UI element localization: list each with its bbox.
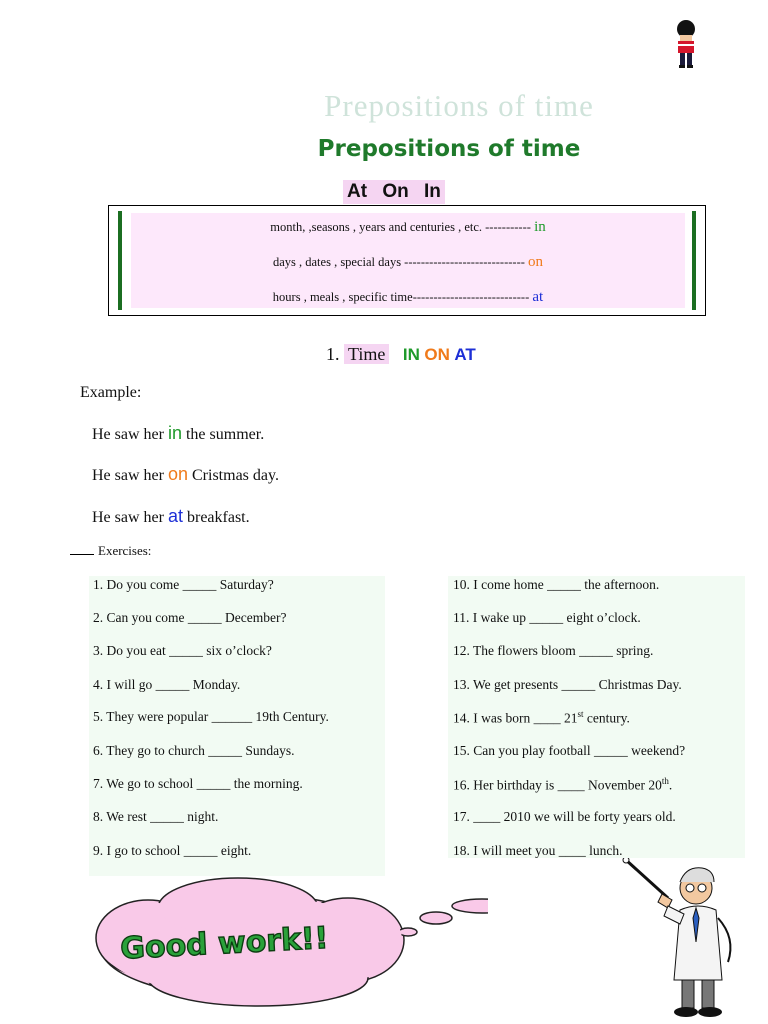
exercise-item: 18. I will meet you ____ lunch. bbox=[453, 843, 623, 858]
royal-guard-icon bbox=[670, 20, 702, 68]
example-keyword: at bbox=[167, 506, 183, 526]
example-post: breakfast. bbox=[186, 509, 250, 526]
example-post: the summer. bbox=[185, 426, 265, 443]
good-work-banner: Good work!! bbox=[119, 920, 330, 967]
rule-keyword-in: in bbox=[534, 219, 546, 235]
exercise-item: 14. I was born ____ 21st century. bbox=[453, 709, 630, 726]
rule-text: days , dates , special days ----------------------------- bbox=[272, 255, 525, 269]
exercise-item: 4. I will go _____ Monday. bbox=[93, 677, 241, 692]
ghost-title: Prepositions of time bbox=[324, 88, 594, 123]
exercise-item: 2. Can you come _____ December? bbox=[93, 610, 287, 625]
example-sentence bbox=[92, 464, 279, 485]
example-pre: He saw her bbox=[92, 467, 164, 484]
teacher-doctor-pointer-icon bbox=[618, 858, 748, 1018]
exercise-item: 17. ____ 2010 we will be forty years old. bbox=[453, 809, 676, 824]
exercise-item: 15. Can you play football _____ weekend? bbox=[453, 743, 686, 758]
section-label: Time bbox=[344, 344, 389, 364]
exercise-item: 12. The flowers bloom _____ spring. bbox=[453, 643, 654, 658]
rule-in bbox=[131, 219, 685, 236]
rule-keyword-at: at bbox=[532, 289, 544, 305]
section-on: ON bbox=[424, 345, 450, 364]
section-at: AT bbox=[454, 345, 476, 364]
example-keyword: in bbox=[167, 423, 182, 443]
rule-on bbox=[131, 254, 685, 271]
exercise-item: 11. I wake up _____ eight o’clock. bbox=[453, 610, 641, 625]
exercise-item: 7. We go to school _____ the morning. bbox=[93, 776, 303, 791]
rule-text: month, ,seasons , years and centuries , etc. ----------- bbox=[270, 220, 531, 234]
example-sentence bbox=[92, 506, 250, 527]
exercise-item: 16. Her birthday is ____ November 20th. bbox=[453, 776, 673, 793]
exercise-item: 9. I go to school _____ eight. bbox=[93, 843, 252, 858]
exercise-item: 10. I come home _____ the afternoon. bbox=[453, 577, 660, 592]
exercise-item: 1. Do you come _____ Saturday? bbox=[93, 577, 274, 592]
rule-keyword-on: on bbox=[528, 254, 544, 270]
page-title: Prepositions of time bbox=[317, 136, 581, 162]
thought-cloud-icon bbox=[88, 868, 488, 1008]
example-pre: He saw her bbox=[92, 509, 164, 526]
section-heading bbox=[326, 344, 476, 365]
at-on-in-heading: At On In bbox=[343, 180, 445, 204]
exercise-item: 13. We get presents _____ Christmas Day. bbox=[453, 677, 682, 692]
section-in: IN bbox=[402, 345, 420, 364]
example-keyword: on bbox=[167, 464, 188, 484]
exercise-item: 3. Do you eat _____ six o’clock? bbox=[93, 643, 272, 658]
exercise-item: 5. They were popular ______ 19th Century. bbox=[93, 709, 329, 724]
rule-text: hours , meals , specific time---------------------------- bbox=[272, 290, 530, 304]
example-post: Cristmas day. bbox=[192, 467, 279, 484]
example-sentence bbox=[92, 423, 264, 444]
exercise-item: 6. They go to church _____ Sundays. bbox=[93, 743, 295, 758]
example-pre: He saw her bbox=[92, 426, 164, 443]
rule-at bbox=[131, 289, 685, 306]
exercises-label: Exercises: bbox=[70, 543, 151, 559]
exercise-item: 8. We rest _____ night. bbox=[93, 809, 219, 824]
example-label: Example: bbox=[80, 384, 142, 401]
section-number: 1. bbox=[326, 344, 340, 364]
